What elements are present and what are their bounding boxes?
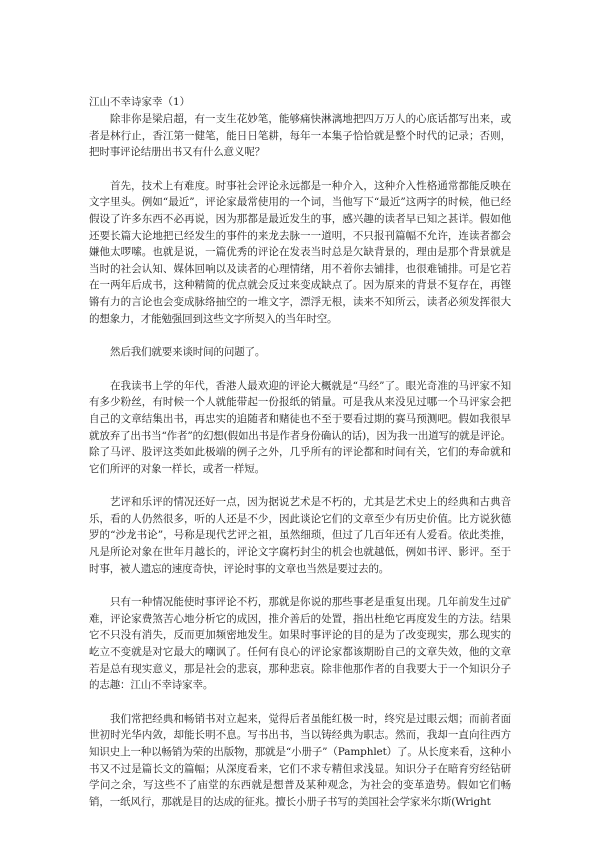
- paragraph-1: 除非你是梁启超，有一支生花妙笔，能够痛快淋漓地把四万万人的心底话都写出来，或者是林行止，香江第一健笔，能日日笔耕，每年一本集子恰恰就是整个时代的记录；否则，把时事评论结册出书又有什么意义呢？: [89, 113, 511, 159]
- paragraph-4: 在我读书上学的年代，香港人最欢迎的评论大概就是“马经”了。眼光奇准的马评家不知有多少粉丝，有时候一个人就能带起一份报纸的销量。可是我从来没见过哪一个马评家会把自己的文章结集出书，再忠实的追随者和赌徒也不至于要看过期的赛马预测吧。假如我很早就放弃了出书当“作者”的幻想(假如出书是作者身份确认的话)，因为我一出道写的就是评论。除了马评、股评这类如此极端的例子之外，几乎所有的评论都和时间有关，它们的寿命就和它们所评的对象一样长，或者一样短。: [89, 379, 511, 475]
- paragraph-3: 然后我们就要来谈时间的问题了。: [110, 346, 266, 359]
- article: [89, 94, 511, 810]
- paragraph-7: 我们常把经典和畅销书对立起来，觉得后者虽能红极一时，终究是过眼云烟；而前者面世初时光华内敛，却能长明不息。写书出书，当以铸经典为职志。然而，我却一直向往西方知识史上一种以畅销为荣的出版物，那就是“小册子”（Pamphlet）了。从长度来看，这种小书又不过是篇长文的篇幅；从深度看来，它们不求专精但求浅显。知识分子在暗育穷经钻研学问之余，写这些不了庙堂的东西就是想普及某种观念，为社会的变革造势。假如它们畅销，一纸风行，那就是目的达成的征兆。擅长小册子书写的美国社会学家米尔斯(Wright: [89, 712, 511, 808]
- article-title: 江山不幸诗家幸（1）: [89, 96, 191, 108]
- paragraph-6: 只有一种情况能使时事评论不朽，那就是你说的那些事老是重复出现。几年前发生过矿难，评论家费煞苦心地分析它的成因，推介善后的处置，指出杜绝它再度发生的方法。结果它不只没有消失，反而更加频密地发生。如果时事评论的目的是为了改变现实，那么现实的屹立不变就是对它最大的嘲讽了。任何有良心的评论家都该期盼自己的文章失效，他的文章若是总有现实意义，那是社会的悲哀，那种悲哀。除非他那作者的自我要大于一个知识分子的志趣：江山不幸诗家幸。: [89, 596, 511, 692]
- paragraph-2: 首先，技术上有难度。时事社会评论永远都是一种介入，这种介入性格通常都能反映在文字里头。例如“最近”，评论家最常使用的一个词，当他写下“最近”这两字的时候，他已经假设了许多东西不必再说，因为那都是最近发生的事，感兴趣的读者早已知之甚详。假如他还要长篇大论地把已经发生的事件的来龙去脉一一道明，不只报刊篇幅不允许，连读者都会嫌他太啰嗦。也就是说，一篇优秀的评论在发表当时总是欠缺背景的，理由是那个背景就是当时的社会认知、媒体回响以及读者的心理情绪，用不着你去铺排，也很难铺排。可是它若在一两年后成书，这种精简的优点就会反过来变成缺点了。因为原来的背景不复存在，再铿锵有力的言论也会变成脉络抽空的一堆文字，漂浮无根，读来不知所云，读者必须发挥很大的想象力，才能勉强回到这些文字所契入的当年时空。: [89, 179, 511, 325]
- paragraph-5: 艺评和乐评的情况还好一点，因为据说艺术是不朽的，尤其是艺术史上的经典和古典音乐，看的人仍然很多，听的人还是不少，因此谈论它们的文章至少有历史价值。比方说狄德罗的“沙龙书论”，号称是现代艺评之祖，虽然细琐，但过了几百年还有人爱看。依此类推，凡是所论对象在世年月越长的，评论文字腐朽封尘的机会也就越低，例如书评、影评。至于时事，被人遗忘的速度奇快，评论时事的文章也当然是要过去的。: [89, 496, 511, 575]
